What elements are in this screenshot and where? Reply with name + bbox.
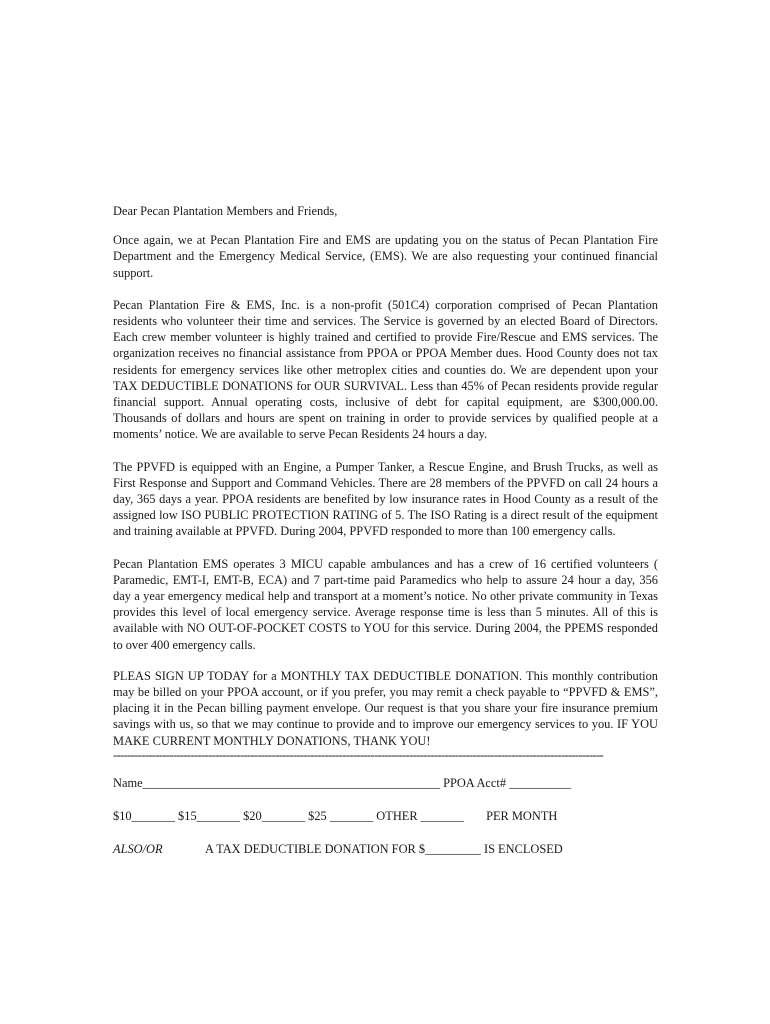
letter-page xyxy=(113,203,658,858)
name-field[interactable]: ________________________________________________ xyxy=(142,775,440,790)
paragraph-ems: Pecan Plantation EMS operates 3 MICU capable ambulances and has a crew of 16 certified volunteers ( Paramedic, EMT-I, EMT-B, ECA) and 7 part-time paid Paramedics who help to assure 24 hour a day, 356 day a year emergency medical help and transport at a moment’s notice. No other private community in Texas provides this level of local emergency service. Average response time is less than 5 minutes. All of this is available with NO OUT-OF-POCKET COSTS to YOU for this service. During 2004, the PPEMS responded to over 400 emergency calls. xyxy=(113,556,658,652)
paragraph-signup: PLEAS SIGN UP TODAY for a MONTHLY TAX DEDUCTIBLE DONATION. This monthly contribution may be billed on your PPOA account, or if you prefer, you may remit a check payable to “PPVFD & EMS”, placing it in the Pecan billing payment envelope. Our request is that you share your fire insurance premium savings with us, so that we may continue to provide and to improve our emergency services to you. IF YOU MAKE CURRENT MONTHLY DONATIONS, THANK YOU! xyxy=(113,668,658,748)
acct-field[interactable]: __________ xyxy=(509,775,572,790)
salutation: Dear Pecan Plantation Members and Friends, xyxy=(113,204,338,218)
name-label: Name xyxy=(113,775,143,790)
paragraph-intro: Once again, we at Pecan Plantation Fire and EMS are updating you on the status of Pecan Plantation Fire Department and the Emergency Medical Service, (EMS). We are also requesting your continued financial support. xyxy=(113,233,658,280)
enclosed-donation-text[interactable]: A TAX DEDUCTIBLE DONATION FOR $_________ IS ENCLOSED xyxy=(205,842,563,857)
also-or-label: ALSO/OR xyxy=(113,842,163,857)
amount-options[interactable]: $10_______ $15_______ $20_______ $25 _______ OTHER _______ xyxy=(113,809,465,824)
amounts-line xyxy=(113,808,658,824)
paragraph-ppvfd: The PPVFD is equipped with an Engine, a Pumper Tanker, a Rescue Engine, and Brush Trucks, as well as First Response and Support and Command Vehicles. There are 28 members of the PPVFD on call 24 hours a day, 365 days a year. PPOA residents are benefited by low insurance rates in Hood County as a result of the assigned low ISO PUBLIC PROTECTION RATING of 5. The ISO Rating is a direct result of the equipment and training available at PPVFD. During 2004, PPVFD responded to more than 100 emergency calls. xyxy=(113,459,658,539)
per-month-label: PER MONTH xyxy=(486,809,558,824)
acct-label: PPOA Acct# xyxy=(443,775,507,790)
paragraph-organization: Pecan Plantation Fire & EMS, Inc. is a non-profit (501C4) corporation comprised of Pecan Plantation residents who volunteer their time and services. The Service is governed by an elected Board of Directors. Each crew member volunteer is highly trained and certified to provide Fire/Rescue and EMS services. The organization receives no financial assistance from PPOA or PPOA Member dues. Hood County does not tax residents for emergency services like other metroplex cities and counties do. We are dependent upon your TAX DEDUCTIBLE DONATIONS for OUR SURVIVAL. Less than 45% of Pecan residents provide regular financial support. Annual operating costs, inclusive of debt for capital equipment, are $300,000.00. Thousands of dollars and hours are spent on training in order to provide services by qualified people at a moments’ notice. We are available to serve Pecan Residents 24 hours a day. xyxy=(113,297,658,442)
separator-line: ------------------------------------------------------------------------------------------------------------------------------------------- xyxy=(113,748,604,761)
enclosed-line xyxy=(113,841,658,857)
name-line xyxy=(113,775,658,791)
